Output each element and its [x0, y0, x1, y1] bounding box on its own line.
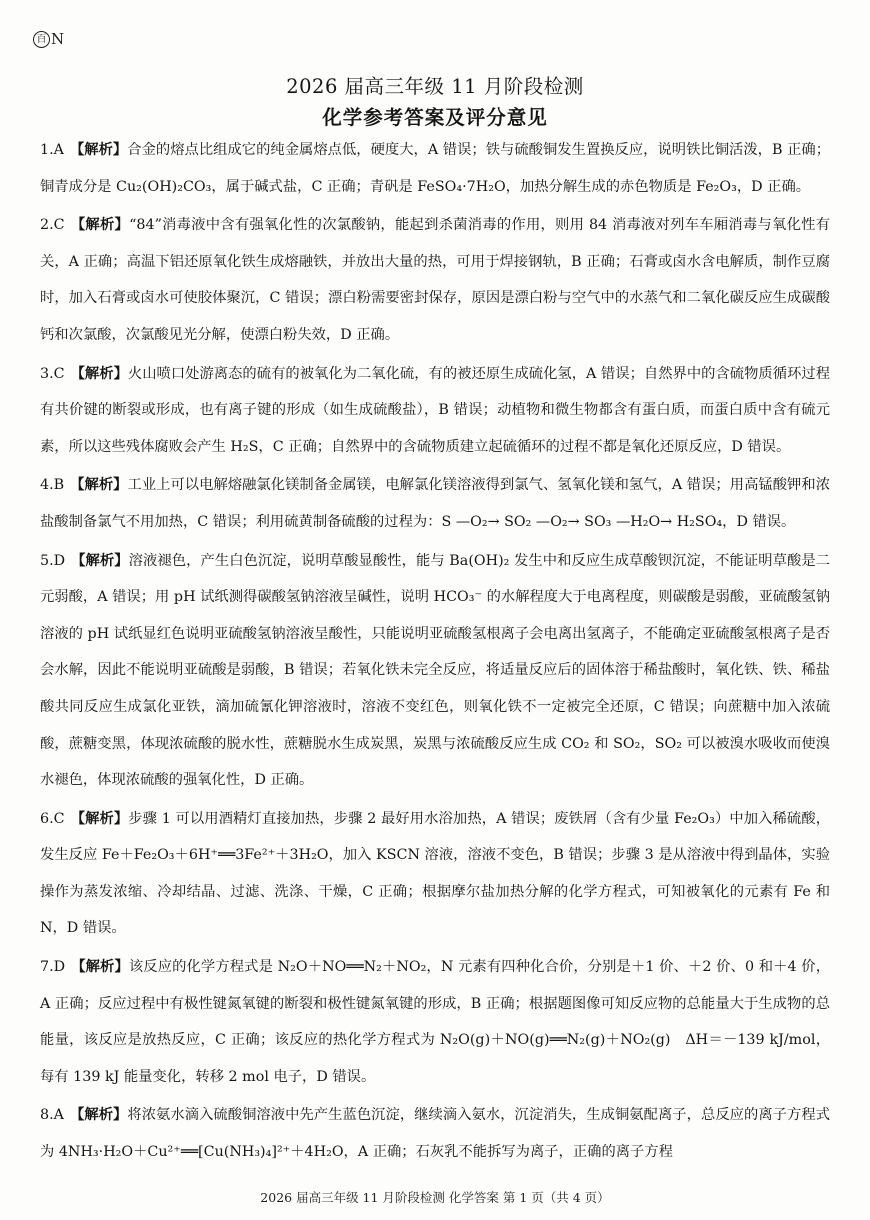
logo-letter: N — [51, 30, 65, 48]
analysis-tag: 【解析】 — [70, 477, 128, 494]
analysis-text: 将浓氨水滴入硫酸铜溶液中先产生蓝色沉淀，继续滴入氨水，沉淀消失，生成铜氨配离子，总反应的离子方程式为 4NH₃·H₂O＋Cu²⁺══[Cu(NH₃)₄]²⁺＋4H₂O，A 正确；石灰乳不能拆写为离子，正确的离子方程 — [40, 1107, 830, 1161]
answer-list — [40, 132, 830, 1173]
analysis-text: 火山喷口处游离态的硫有的被氧化为二氧化硫，有的被还原生成硫化氢，A 错误；自然界中的含硫物质循环过程有共价键的断裂或形成，也有离子键的形成（如生成硫酸盐），B 错误；动植物和微生物都含有蛋白质，而蛋白质中含有硫元素，所以这些残体腐败会产生 H₂S，C 正确；自然界中的含硫物质建立起硫循环的过程不都是氧化还原反应，D 错误。 — [40, 365, 830, 455]
question-number-answer: 5.D — [40, 552, 66, 569]
page-title: 2026 届高三年级 11 月阶段检测 — [286, 75, 584, 98]
question-number-answer: 4.B — [40, 477, 65, 494]
question-number-answer: 1.A — [40, 142, 64, 158]
question-number-answer: 2.C — [40, 217, 65, 234]
question-1 — [40, 132, 830, 205]
analysis-tag: 【解析】 — [69, 1107, 128, 1124]
question-6 — [40, 801, 830, 947]
question-number-answer: 7.D — [40, 959, 66, 976]
question-7 — [40, 949, 830, 1095]
logo-circle-glyph: 百 — [33, 31, 50, 48]
question-number-answer: 6.C — [40, 810, 65, 827]
logo — [33, 30, 64, 48]
analysis-text: 步骤 1 可以用酒精灯直接加热，步骤 2 最好用水浴加热，A 错误；废铁屑（含有少量 Fe₂O₃）中加入稀硫酸，发生反应 Fe＋Fe₂O₃＋6H⁺══3Fe²⁺＋3H₂O，加入 KSCN 溶液，溶液不变色，B 错误；步骤 3 是从溶液中得到晶体，实验操作为蒸发浓缩、冷却结晶、过滤、洗涤、干燥，C 正确；根据摩尔盐加热分解的化学方程式，可知被氧化的元素有 Fe 和 N，D 错误。 — [40, 810, 831, 937]
question-3 — [40, 356, 830, 466]
question-number-answer: 8.A — [40, 1107, 64, 1124]
page-subtitle: 化学参考答案及评分意见 — [322, 106, 548, 129]
question-5 — [40, 543, 830, 799]
question-4 — [40, 467, 830, 540]
analysis-tag: 【解析】 — [70, 365, 128, 382]
analysis-text: 溶液褪色，产生白色沉淀，说明草酸显酸性，能与 Ba(OH)₂ 发生中和反应生成草酸钡沉淀，不能证明草酸是二元弱酸，A 错误；用 pH 试纸测得碳酸氢钠溶液呈碱性，说明 HCO₃⁻ 的水解程度大于电离程度，则碳酸是弱酸，亚硫酸氢钠溶液的 pH 试纸显红色说明亚硫酸氢钠溶液呈酸性，只能说明亚硫酸氢根离子会电离出氢离子，不能确定亚硫酸氢根离子是否会水解，因此不能说明亚硫酸是弱酸，B 错误；若氧化铁未完全反应，将适量反应后的固体溶于稀盐酸时，氧化铁、铁、稀盐酸共同反应生成氯化亚铁，滴加硫氰化钾溶液时，溶液不变红色，则氧化铁不一定被完全还原，C 错误；向蔗糖中加入浓硫酸，蔗糖变黑，体现浓硫酸的脱水性，蔗糖脱水生成炭黑，炭黑与浓硫酸反应生成 CO₂ 和 SO₂，SO₂ 可以被溴水吸收而使溴水褪色，体现浓硫酸的强氧化性，D 正确。 — [40, 552, 830, 789]
analysis-text: 合金的熔点比组成它的纯金属熔点低，硬度大，A 错误；铁与硫酸铜发生置换反应，说明铁比铜活泼，B 正确；铜青成分是 Cu₂(OH)₂CO₃，属于碱式盐，C 正确；青矾是 FeSO₄·7H₂O，加热分解生成的赤色物质是 Fe₂O₃，D 正确。 — [40, 142, 830, 195]
analysis-tag: 【解析】 — [69, 142, 128, 158]
analysis-text: 该反应的化学方程式是 N₂O＋NO══N₂＋NO₂，N 元素有四种化合价，分别是＋1 价、＋2 价、0 和＋4 价，A 正确；反应过程中有极性键氮氧键的断裂和极性键氮氧键的形成，B 正确；根据题图像可知反应物的总能量大于生成物的总能量，该反应是放热反应，C 正确；该反应的热化学方程式为 N₂O(g)＋NO(g)══N₂(g)＋NO₂(g) ΔH＝－139 kJ/mol，每有 139 kJ 能量变化，转移 2 mol 电子，D 错误。 — [40, 959, 830, 1085]
analysis-text: 工业上可以电解熔融氯化镁制备金属镁，电解氯化镁溶液得到氯气、氢氧化镁和氢气，A 错误；用高锰酸钾和浓盐酸制备氯气不用加热，C 错误；利用硫黄制备硫酸的过程为：S —O₂→ SO₂ —O₂→ SO₃ —H₂O→ H₂SO₄，D 错误。 — [40, 477, 831, 530]
analysis-tag: 【解析】 — [71, 552, 129, 569]
question-2 — [40, 207, 830, 353]
analysis-tag: 【解析】 — [71, 959, 129, 976]
question-number-answer: 3.C — [40, 365, 65, 382]
analysis-tag: 【解析】 — [70, 217, 130, 234]
analysis-tag: 【解析】 — [70, 810, 129, 827]
analysis-text: “84”消毒液中含有强氧化性的次氯酸钠，能起到杀菌消毒的作用，则用 84 消毒液对列车车厢消毒与氧化性有关，A 正确；高温下铝还原氧化铁生成熔融铁，并放出大量的热，可用于焊接钢轨，B 正确；石膏或卤水含电解质，制作豆腐时，加入石膏或卤水可使胶体聚沉，C 错误；漂白粉需要密封保存，原因是漂白粉与空气中的水蒸气和二氧化碳反应生成碳酸钙和次氯酸，次氯酸见光分解，使漂白粉失效，D 正确。 — [40, 217, 830, 343]
page-footer: 2026 届高三年级 11 月阶段检测 化学答案 第 1 页（共 4 页） — [260, 1190, 610, 1205]
question-8 — [40, 1097, 830, 1170]
